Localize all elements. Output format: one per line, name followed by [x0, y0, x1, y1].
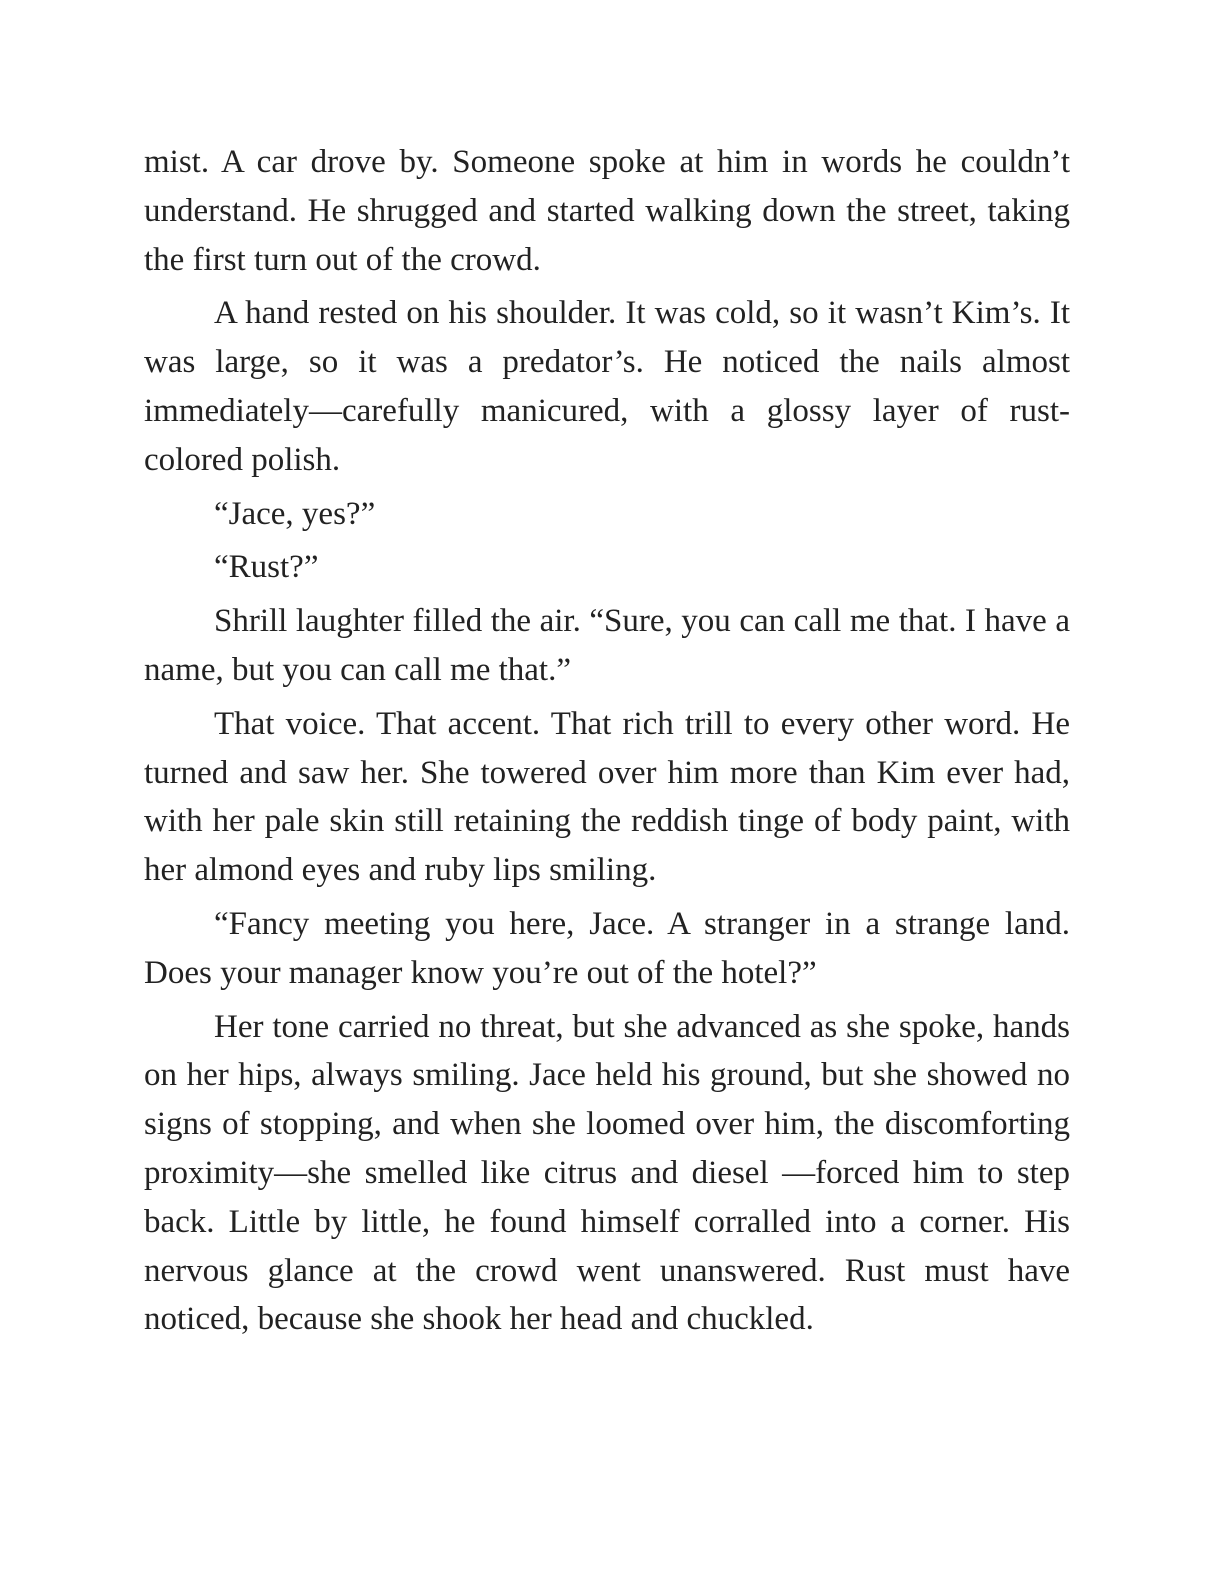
paragraph-4: “Rust?” — [214, 549, 319, 586]
paragraph-8: Her tone carried no threat, but she advanced as she spoke, hands on her hips, always smiling. Jace held his ground, but she showed no signs of stopping, and when she loomed over him, the discomforting proximity—she smelled like citrus and diesel —forced him to step back. Little by little, he found himself corralled into a corner. His nervous glance at the crowd went unanswered. Rust must have noticed, because she shook her head and chuckled. — [144, 1008, 1070, 1338]
paragraph-2: A hand rested on his shoulder. It was cold, so it wasn’t Kim’s. It was large, so it was a predator’s. He noticed the nails almost immediately—carefully manicured, with a glossy layer of rust-colored polish. — [144, 295, 1070, 478]
paragraph-3: “Jace, yes?” — [214, 495, 376, 532]
paragraph-7: “Fancy meeting you here, Jace. A stranger in a strange land. Does your manager know you’re out of the hotel?” — [144, 905, 1070, 991]
paragraph-5: Shrill laughter filled the air. “Sure, you can call me that. I have a name, but you can call me that.” — [144, 603, 1070, 688]
paragraph-6: That voice. That accent. That rich trill to every other word. He turned and saw her. She towered over him more than Kim ever had, with her pale skin still retaining the reddish tinge of body paint, with her almond eyes and ruby lips smiling. — [144, 705, 1070, 889]
page-body — [144, 138, 1070, 1349]
paragraph-1: mist. A car drove by. Someone spoke at him in words he couldn’t understand. He shrugged and started walking down the street, taking the first turn out of the crowd. — [144, 144, 1070, 278]
